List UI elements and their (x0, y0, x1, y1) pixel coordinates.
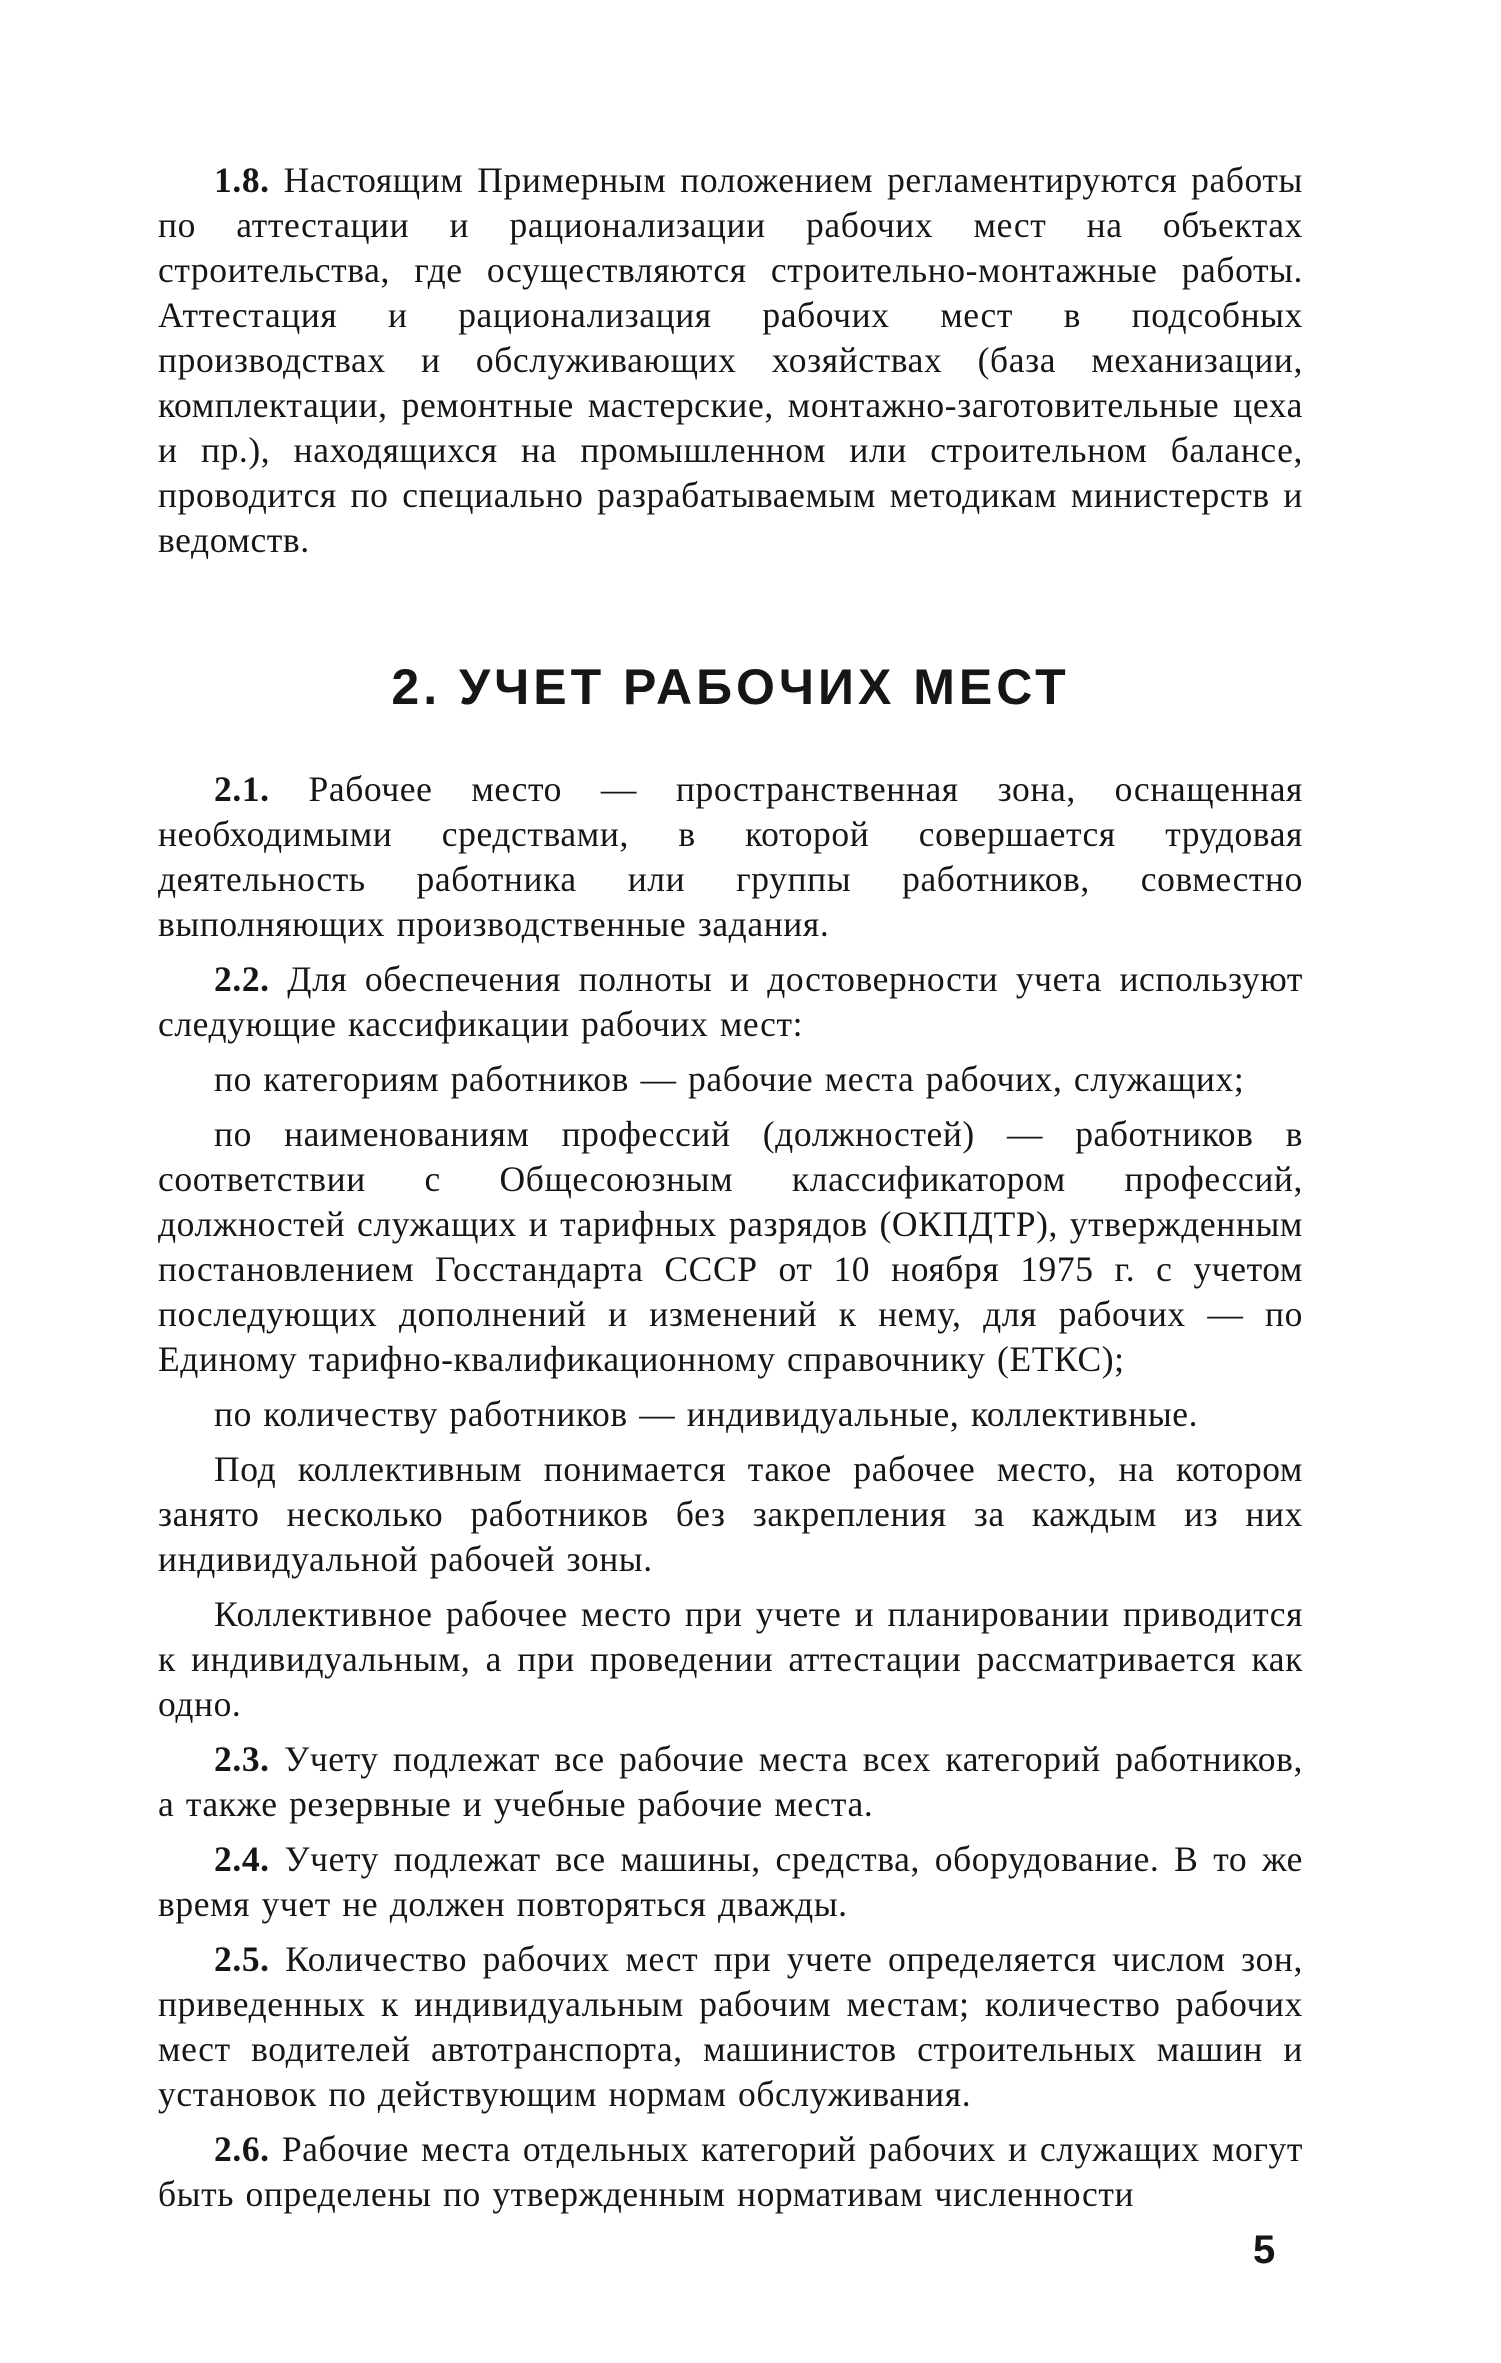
paragraph-number: 2.6. (214, 2129, 270, 2169)
paragraph-number: 2.1. (214, 769, 270, 809)
paragraph-number: 2.3. (214, 1739, 270, 1779)
paragraph-2-2 (158, 957, 1303, 1047)
paragraph-text: Количество рабочих мест при учете определяется числом зон, приведенных к индивидуальным рабочим местам; количество рабочих мест водителей автотранспорта, машинистов строительных машин и установок по действующим нормам обслуживания. (158, 1939, 1303, 2114)
paragraph-text: Рабочие места отдельных категорий рабочих и служащих могут быть определены по утвержденным нормативам численности (158, 2129, 1303, 2214)
paragraph-2-1 (158, 767, 1303, 947)
paragraph-2-5 (158, 1937, 1303, 2117)
paragraph-collective-definition: Под коллективным понимается такое рабочее место, на котором занято несколько работников без закрепления за каждым из них индивидуальной рабочей зоны. (158, 1449, 1303, 1579)
page-number: 5 (1253, 2228, 1276, 2272)
paragraph-2-4 (158, 1837, 1303, 1927)
paragraph-number: 2.5. (214, 1939, 270, 1979)
paragraph-collective-accounting: Коллективное рабочее место при учете и планировании приводится к индивидуальным, а при проведении аттестации рассматривается как одно. (158, 1594, 1303, 1724)
paragraph-number: 1.8. (214, 160, 270, 200)
paragraph-text: Учету подлежат все машины, средства, оборудование. В то же время учет не должен повторяться дважды. (158, 1839, 1303, 1924)
paragraph-2-6 (158, 2127, 1303, 2217)
paragraph-text: Учету подлежат все рабочие места всех категорий работников, а также резервные и учебные рабочие места. (158, 1739, 1303, 1824)
classification-item: по наименованиям профессий (должностей) — работников в соответствии с Общесоюзным классификатором профессий, должностей служащих и тарифных разрядов (ОКПДТР), утвержденным постановлением Госстандарта СССР от 10 ноября 1975 г. с учетом последующих дополнений и изменений к нему, для рабочих — по Единому тарифно-квалификационному справочнику (ЕТКС); (158, 1114, 1303, 1379)
paragraph-2-3 (158, 1737, 1303, 1827)
paragraph-text: Рабочее место — пространственная зона, оснащенная необходимыми средствами, в которой совершается трудовая деятельность работника или группы работников, совместно выполняющих производственные задания. (158, 769, 1303, 944)
document-page (158, 158, 1303, 2217)
paragraph-text: Настоящим Примерным положением регламентируются работы по аттестации и рационализации рабочих мест на объектах строительства, где осуществляются строительно-монтажные работы. Аттестация и рационализация рабочих мест в подсобных производствах и обслуживающих хозяйствах (база механизации, комплектации, ремонтные мастерские, монтажно-заготовительные цеха и пр.), находящихся на промышленном или строительном балансе, проводится по специально разрабатываемым методикам министерств и ведомств. (158, 160, 1303, 560)
paragraph-text: Для обеспечения полноты и достоверности учета используют следующие кассификации рабочих мест: (158, 959, 1303, 1044)
paragraph-number: 2.4. (214, 1839, 270, 1879)
paragraph-1-8 (158, 158, 1303, 563)
section-heading: 2. УЧЕТ РАБОЧИХ МЕСТ (391, 659, 1070, 715)
paragraph-number: 2.2. (214, 959, 270, 999)
classification-item: по категориям работников — рабочие места рабочих, служащих; (214, 1059, 1245, 1099)
classification-item: по количеству работников — индивидуальные, коллективные. (214, 1394, 1199, 1434)
